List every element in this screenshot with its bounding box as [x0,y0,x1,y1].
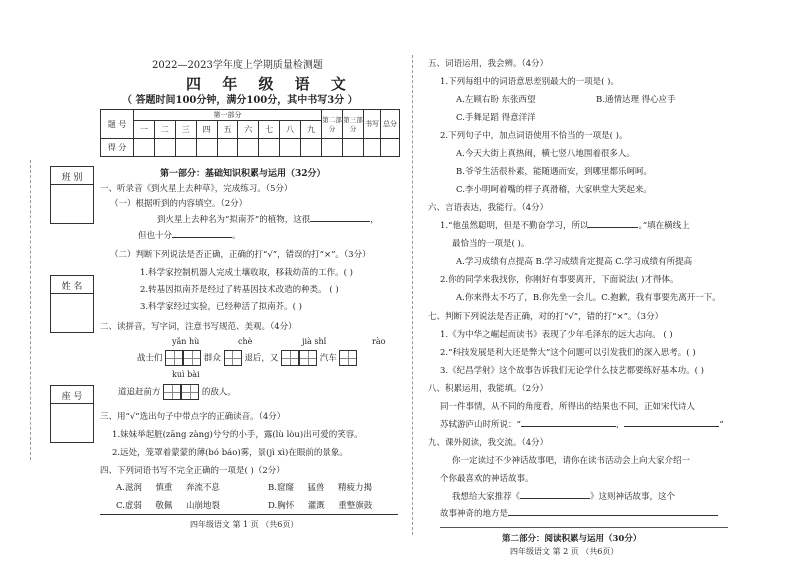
seat-label: 座 号 [61,392,83,402]
score-cell[interactable] [301,139,322,157]
q2-line-1 [137,350,357,366]
q2-text-d: 汽车 [319,353,337,364]
q8-2: 苏轼游庐山时所说：“ ， ” [440,420,724,430]
right-footer: 四年级语文 第 2 页 （共6页） [510,547,619,556]
q8-heading: 八、积累运用，我能填。（2分） [428,384,549,394]
score-header-cell: 四 [196,121,217,139]
q2-text-f: 的敌人。 [201,387,236,398]
q4-option-d[interactable]: D.胸怀 灌溉 重整旗鼓 [268,501,373,511]
answer-blank[interactable] [588,227,638,228]
tianzige-box[interactable] [165,350,183,366]
score-header-cell: 第三部分 [343,110,364,139]
q2-text-a: 战士们 [137,353,163,364]
tianzige-box[interactable] [163,384,181,400]
score-header-cell: 六 [238,121,259,139]
pinyin-1: yǎn hù [172,337,200,346]
tianzige-box[interactable] [181,384,199,400]
score-cell[interactable] [217,139,238,157]
part1-title: 第一部分：基础知识积累与运用（32分） [160,169,326,179]
q5-heading: 五、词语运用，我会辨。（4分） [428,59,549,69]
exam-note: （ 答题时间100分钟，满分100分，其中书写3分 ） [122,95,358,106]
pinyin-5: kuì bài [172,370,200,379]
score-row-label: 得 分 [101,139,134,157]
score-header-cell: 八 [280,121,301,139]
q4-option-a[interactable]: A.滋润 慎重 奔流不息 [116,483,220,493]
name-box[interactable] [50,275,94,333]
q6-2: 2.你的同学来我找你，你刚好有事要离开，下面说法( )才得体。 [440,275,679,285]
score-header-cell: 题 号 [101,110,134,139]
exam-year-title: 2022—2023学年度上学期质量检测题 [152,60,323,71]
q7-heading: 七、判断下列说法是否正确，对的打“√”，错的打“×”。（3分） [428,312,664,322]
answer-blank[interactable] [508,515,718,516]
score-cell[interactable] [280,139,301,157]
answer-blank[interactable] [172,237,232,238]
q3-heading: 三、用“√”选出句子中带点字的正确读音。（4分） [100,412,286,422]
score-cell[interactable] [175,139,196,157]
seat-box[interactable] [50,385,94,443]
q1-1-heading: （一）根据听到的内容填空。（2分） [110,199,248,209]
score-cell[interactable] [364,139,381,157]
score-cell[interactable] [322,139,343,157]
class-label: 班 别 [61,173,83,183]
q6-1-c: 最恰当的一项是( )。 [452,239,530,249]
q1-heading: 一、听录音《到火星上去种草》，完成练习。（5分） [100,184,293,194]
q6-1: 1.“他虽然聪明，但是不勤奋学习，所以 。”填在横线上 [440,221,690,231]
q6-1-options[interactable]: A.学习成绩有点提高 B.学习成绩肯定提高 C.学习成绩有所提高 [456,257,693,267]
q5-2-c[interactable]: C.李小明呵着嘴的样子真滑稽，大家哄堂大笑起来。 [456,185,652,195]
left-footer: 四年级语文 第 1 页 （共6页） [190,520,299,529]
score-cell[interactable] [196,139,217,157]
q6-heading: 六、言语表达，我能行。（4分） [428,203,549,213]
q5-1: 1.下列每组中的词语意思差别最大的一项是( )。 [440,77,619,87]
q1-1-text-b: 但也十分 [138,231,173,241]
score-header-cell: 三 [175,121,196,139]
score-header-cell: 二 [154,121,175,139]
q9-3: 我想给大家推荐《 》这则神话故事，这个 [452,492,676,502]
tianzige-box[interactable] [281,350,299,366]
footer-rule [100,514,398,515]
q8-1: 同一件事情，从不同的角度看，所得出的结果也不同，正如宋代诗人 [440,402,696,412]
q2-text-b: 群众 [203,353,221,364]
q1-1-line-a: 到火星上去种名为“拟南芥”的植物，这很 ， [157,215,379,225]
score-header-cell: 九 [301,121,322,139]
subject-title: 四 年 级 语 文 [186,75,354,93]
q2-text-c: 退后，又 [244,353,279,364]
pinyin-4: rào [372,337,386,346]
score-table [100,109,400,157]
q5-2: 2.下列句子中，加点词语使用不恰当的一项是( )。 [440,131,628,141]
q5-2-b[interactable]: B.爷爷生活很朴素，能随遇而安，到哪里都乐呵呵。 [456,167,652,177]
q7-3: 3.《纪昌学射》这个故事告诉我们无论学什么技艺都要练好基本功。( ) [440,366,704,376]
q1-1-text-a: 到火星上去种名为“拟南芥”的植物，这很 [157,215,311,225]
score-cell[interactable] [154,139,175,157]
q7-1: 1.《为中华之崛起而读书》表现了少年毛泽东的远大志向。 ( ) [440,330,673,340]
q1-2-item-1: 1.科学家控制机器人完成土壤收取，移栽幼苗的工作。( ) [140,268,353,278]
pinyin-3: jià shǐ [302,337,327,346]
answer-blank[interactable] [310,221,370,222]
score-cell[interactable] [259,139,280,157]
binding-line [30,160,31,460]
score-header-cell: 书写 [364,110,381,139]
score-cell[interactable] [238,139,259,157]
answer-line[interactable] [440,527,728,528]
q2-line-2 [118,384,236,400]
q2-heading: 二、读拼音，写字词，注意书写规范、美观。（4分） [100,322,297,332]
score-header-cell: 一 [134,121,155,139]
score-cell[interactable] [343,139,364,157]
q1-2-heading: （二）判断下列说法是否正确，正确的打“√”，错误的打“×”。（3分） [110,250,371,260]
name-label: 姓 名 [61,282,83,292]
q5-1-c[interactable]: C.手舞足蹈 得意洋洋 [456,113,536,123]
q1-2-item-3: 3.科学家经过实验，已经种活了拟南芥。( ) [140,302,302,312]
q9-2: 个你最喜欢的神话故事。 [440,474,534,484]
answer-blank[interactable] [520,498,590,499]
q2-text-e: 道追赶前方 [118,387,161,398]
q3-item-1: 1.妹妹举起脏(zāng zàng)兮兮的小手，露(lù lòu)出可爱的笑容。 [112,430,363,440]
q1-2-item-2: 2.转基因拟南芥是经过了转基因技术改造的种类。 ( ) [140,285,339,295]
tianzige-box[interactable] [339,350,357,366]
part2-title: 第二部分：阅读积累与运用（30分） [502,534,642,544]
q9-4: 故事神奇的地方是 [440,507,718,519]
q6-2-options[interactable]: A.你来得太不巧了，B.你先坐一会儿。C.抱歉，我有事要先离开一下。 [456,293,721,303]
tianzige-box[interactable] [224,350,242,366]
q7-2: 2.“科技发展是利大还是弊大”这个问题可以引发我们的深入思考。( ) [440,348,696,358]
tianzige-box[interactable] [183,350,201,366]
score-cell[interactable] [134,139,155,157]
tianzige-box[interactable] [299,350,317,366]
q5-1-a[interactable]: A.左顾右盼 东张西望 [456,95,536,105]
pinyin-2: chè [238,337,253,346]
score-cell[interactable] [381,139,400,157]
answer-blank[interactable] [624,426,719,427]
page-divider [412,55,413,535]
q4-option-c[interactable]: C.虚弱 敬佩 山崩地裂 [116,501,220,511]
q5-2-a[interactable]: A.今天大街上真热闹，横七竖八地围着很多人。 [456,149,635,159]
class-box[interactable] [50,166,94,224]
score-header-cell: 第二部分 [322,110,343,139]
q5-1-b[interactable]: B.通情达理 得心应手 [596,95,676,105]
q3-item-2: 2.远处，笼罩着蒙蒙的薄(bó báo)雾，景(jì xì)在眼前的景象。 [112,448,348,458]
score-part1-cell: 第一部分 [134,110,322,121]
score-header-cell: 七 [259,121,280,139]
q1-1-line-b: 但也十分 。 [138,231,241,241]
q9-heading: 九、课外阅读，我交流。（4分） [428,438,549,448]
q4-option-b[interactable]: B.窟窿 猛兽 精疲力揭 [268,483,373,493]
answer-blank[interactable] [521,426,616,427]
score-header-cell: 五 [217,121,238,139]
q4-heading: 四、下列词语书写不完全正确的一项是( )（2分） [100,466,285,476]
score-header-cell: 总分 [381,110,400,139]
q9-1: 你一定读过不少神话故事吧，请你在读书活动会上向大家介绍一 [452,456,691,466]
